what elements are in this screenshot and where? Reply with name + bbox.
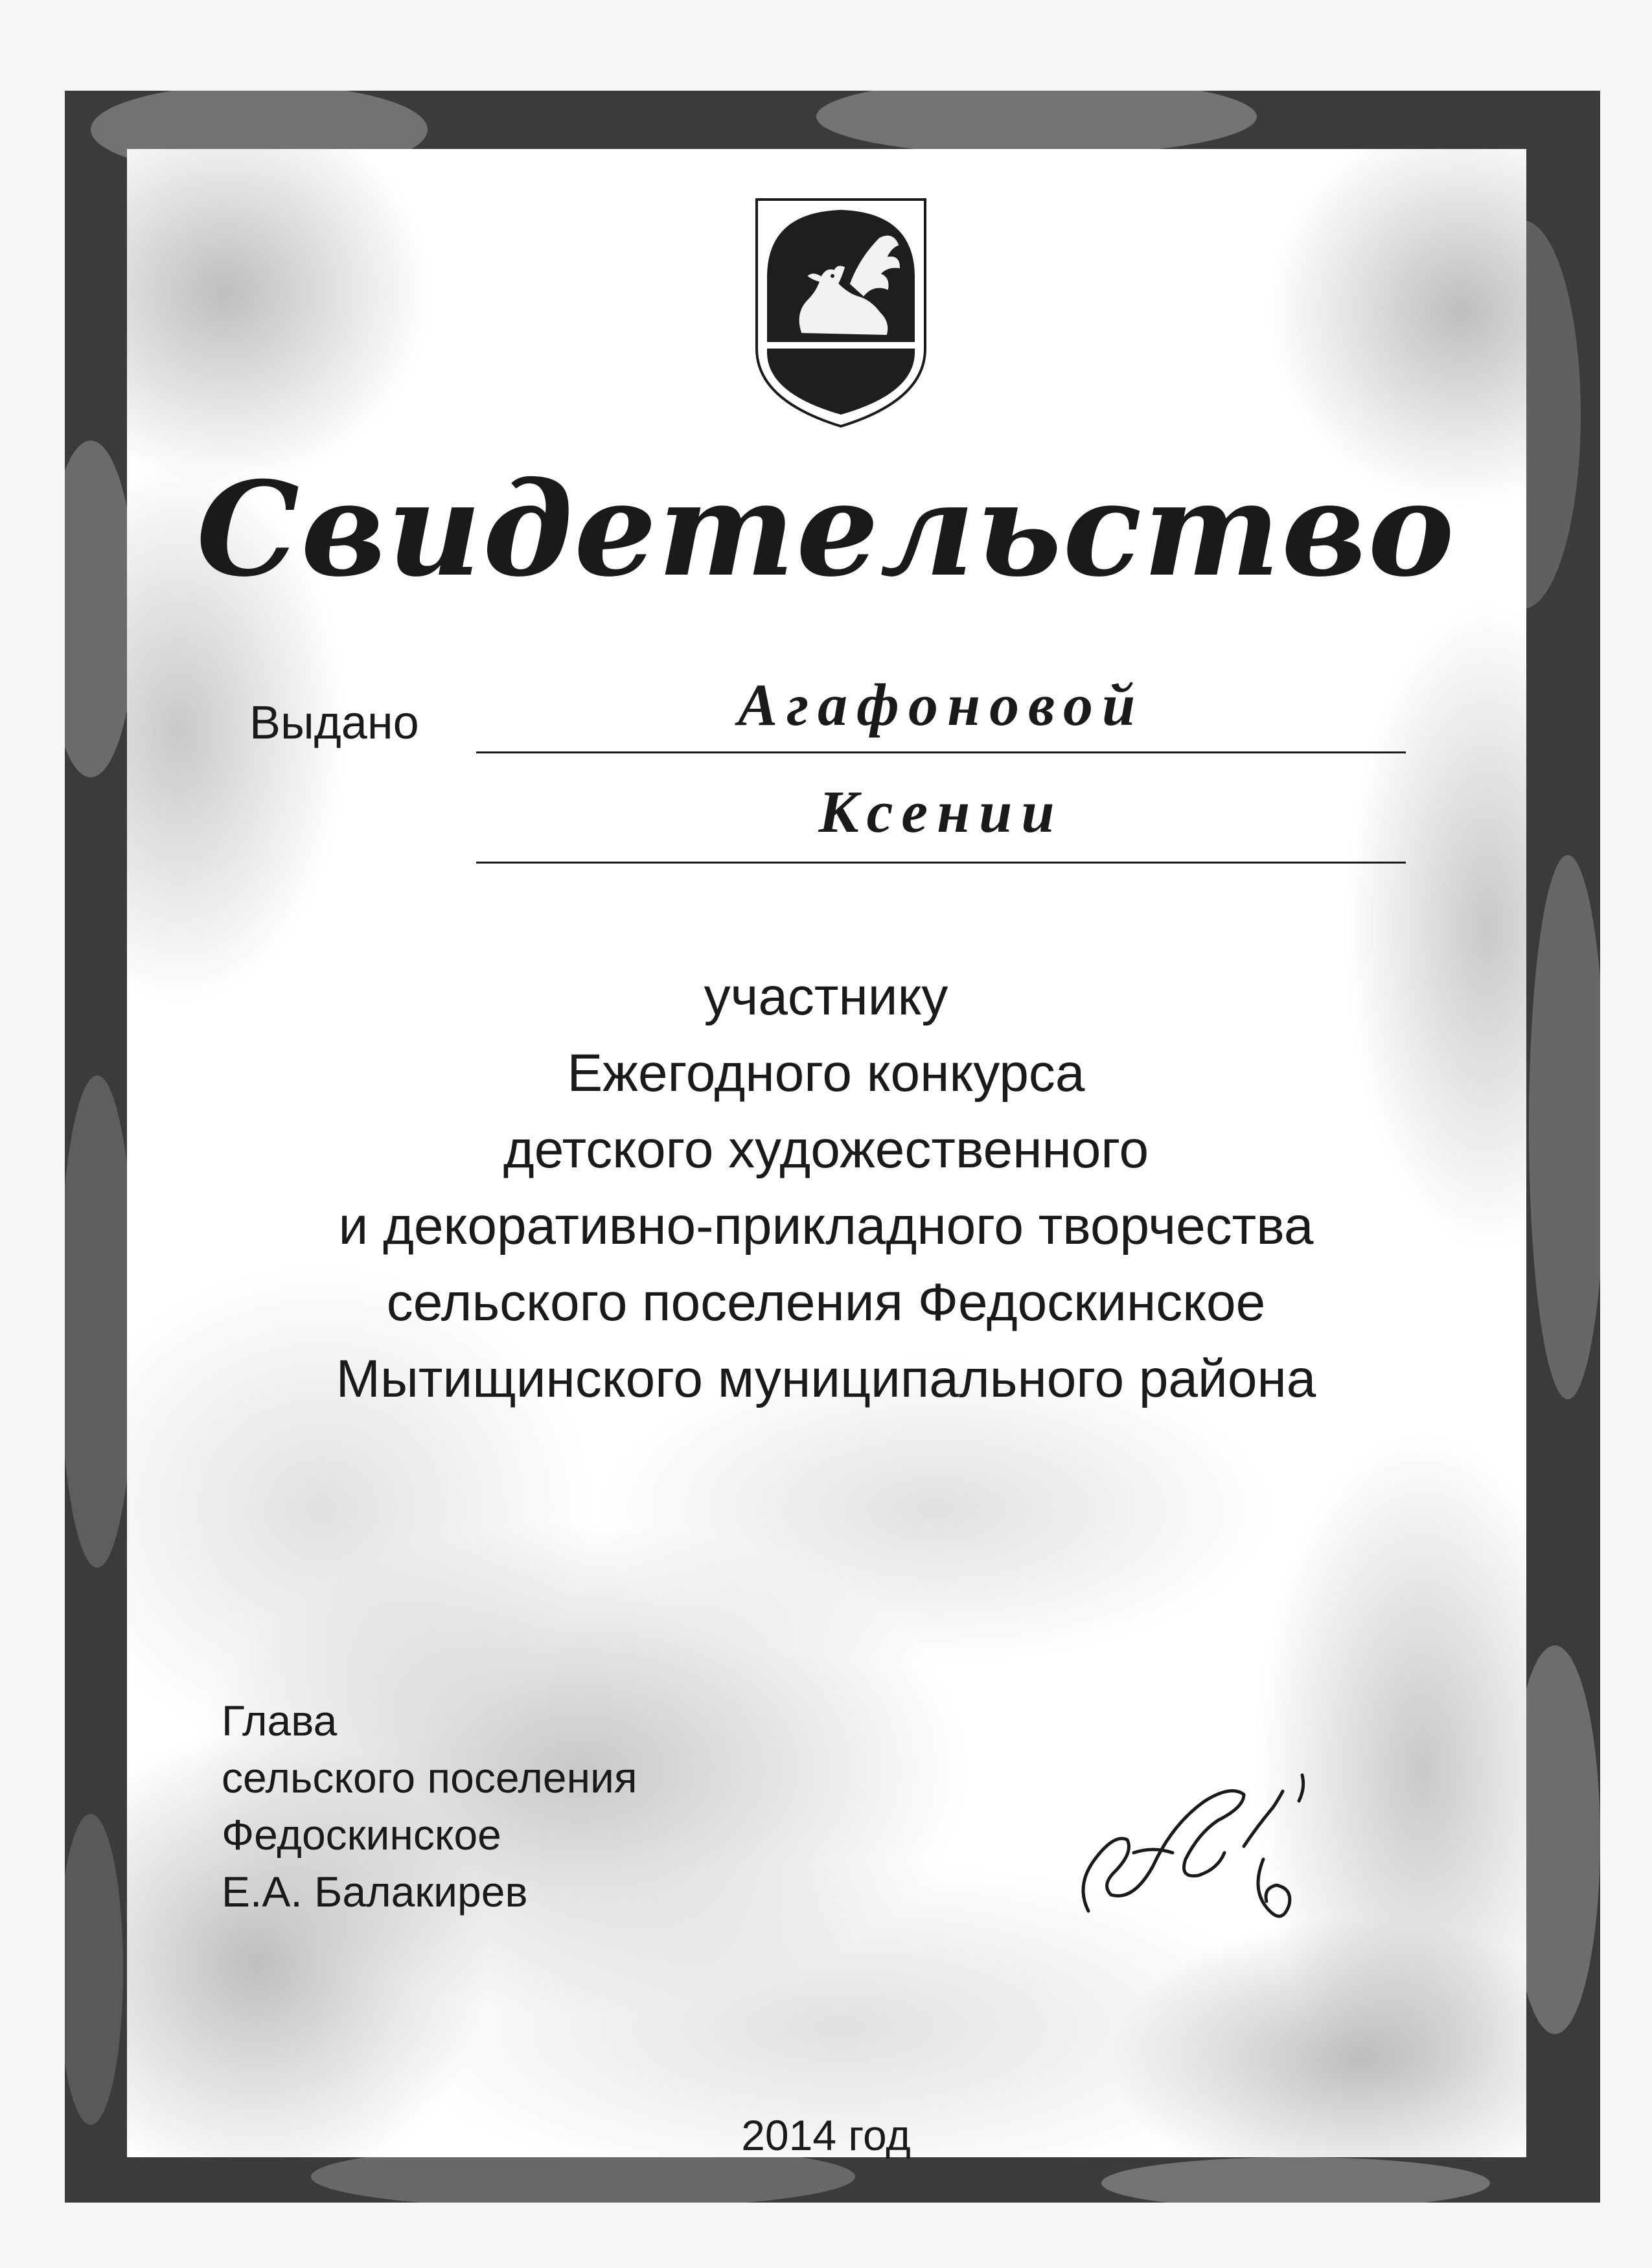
certificate-year: 2014 год: [741, 2111, 911, 2159]
recipient-line-1: [476, 751, 1406, 753]
recipient-last-name: Агафоновой: [737, 672, 1145, 738]
signer-name: Е.А. Балакирев: [222, 1868, 528, 1916]
signer-block: [222, 1692, 637, 1920]
award-text: [0, 959, 1652, 1417]
award-line: участнику: [704, 967, 948, 1026]
award-line: и декоративно-прикладного творчества: [338, 1197, 1314, 1255]
award-line: Мытищинского муниципального района: [336, 1349, 1316, 1408]
certificate-title: Свидетельство: [196, 453, 1456, 606]
signer-line: сельского поселения: [222, 1754, 637, 1802]
handwritten-signature-icon: [1050, 1762, 1335, 1930]
issued-label: Выдано: [249, 697, 419, 749]
recipient-line-2: [476, 862, 1406, 864]
griffin-coat-of-arms-icon: [744, 187, 938, 433]
award-line: Ежегодного конкурса: [567, 1044, 1085, 1103]
recipient-first-name: Ксении: [818, 779, 1064, 845]
award-line: детского художественного: [503, 1120, 1149, 1179]
award-line: сельского поселения Федоскинское: [386, 1273, 1266, 1332]
signer-line: Глава: [222, 1697, 338, 1745]
signer-line: Федоскинское: [222, 1811, 501, 1859]
